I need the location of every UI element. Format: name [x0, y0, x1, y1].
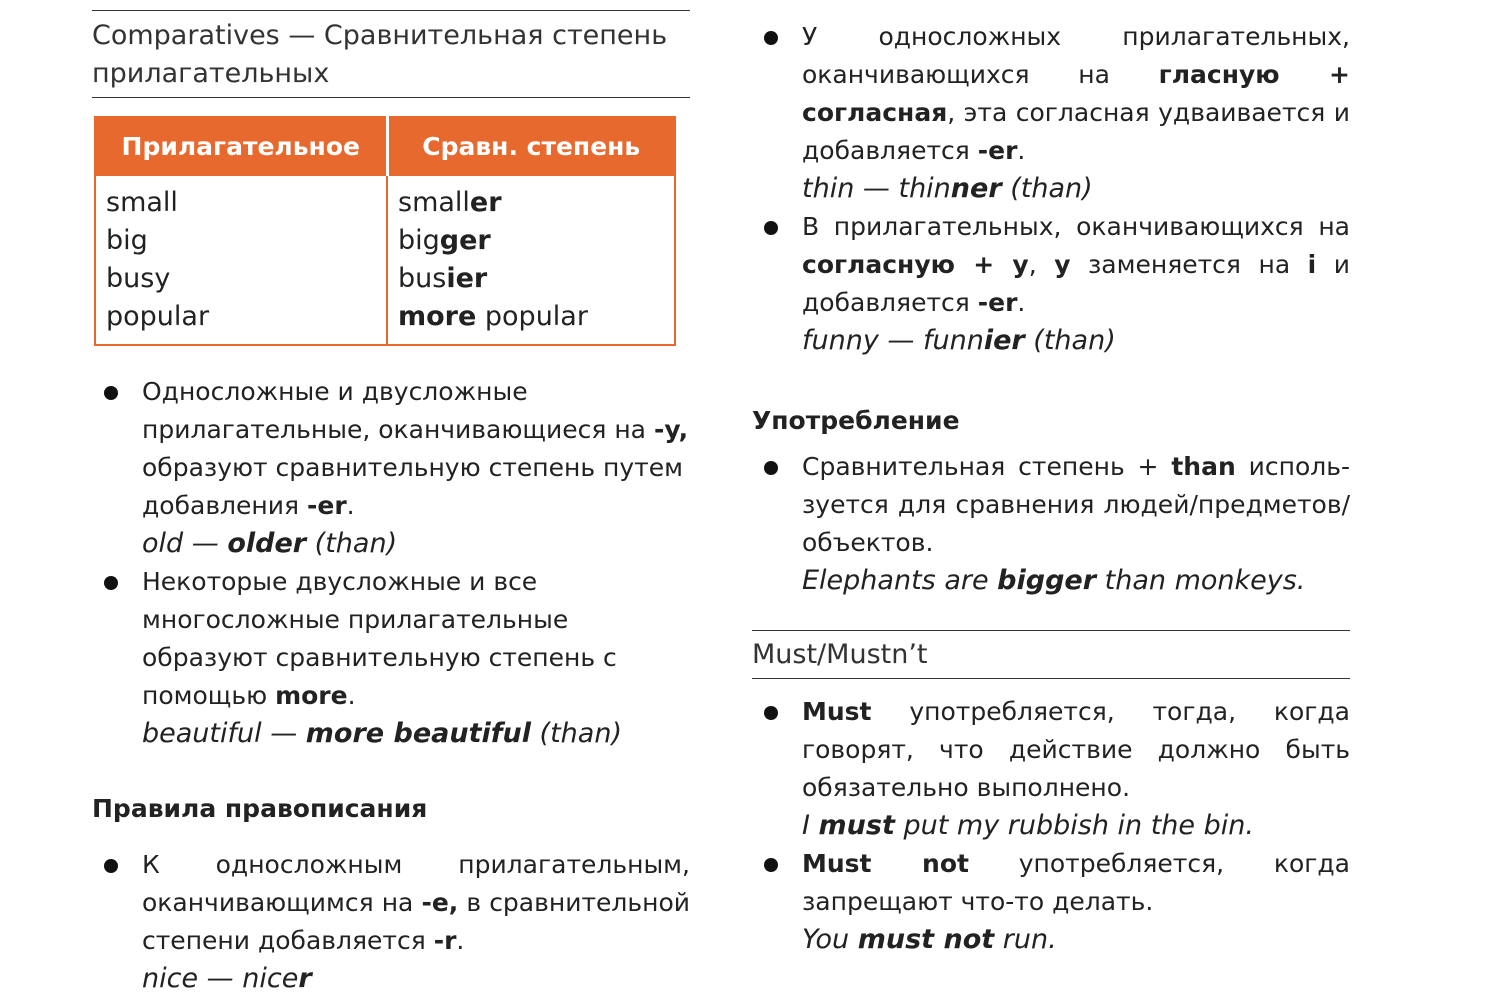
header-comparative: Сравн. степень — [387, 117, 675, 175]
list-item — [752, 693, 1350, 845]
list-item — [752, 208, 1350, 360]
bullet-icon — [764, 706, 778, 720]
adjective-item: popular — [106, 301, 210, 332]
bullet-icon — [104, 386, 118, 400]
bullet-icon — [104, 859, 118, 873]
adjective-item: big — [106, 225, 148, 256]
comparative-item: busier — [398, 263, 488, 294]
rule-text: В прилагательных, оканчивающихся на согласную + y, y заменяется на i и добавляется -er. — [802, 212, 1350, 317]
rule-text: Must употребляется, тогда, когда говорят, что действие должно быть обязательно выполнено. — [802, 697, 1350, 802]
rule-text: Must not употребляется, когда запрещают что-то делать. — [802, 849, 1351, 916]
adjective-cell — [95, 175, 387, 345]
example-text: You must not run. — [802, 924, 1057, 955]
rule-text: Односложные и двусложные прилагательные, оканчивающиеся на -y, образуют сравнительную степень путем добавления -er. — [142, 377, 689, 520]
example-text: old — older (than) — [142, 528, 398, 559]
bullet-icon — [104, 576, 118, 590]
comparatives-rules — [92, 373, 690, 753]
comparatives-title: Comparatives — Сравнительная степень прилагательных — [92, 10, 690, 98]
bullet-icon — [764, 221, 778, 235]
left-column — [92, 0, 690, 998]
adjective-item: small — [106, 187, 178, 218]
example-text: I must put my rubbish in the bin. — [802, 810, 1254, 841]
comparative-cell — [387, 175, 675, 345]
rule-text: Сравнительная степень + than используется для сравнения людей/предметов/объектов. — [802, 452, 1350, 557]
list-item — [92, 563, 690, 753]
example-text: beautiful — more beautiful (than) — [142, 718, 622, 749]
spelling-rules-left — [92, 846, 690, 998]
usage-title: Употребление — [752, 406, 960, 435]
list-item — [752, 18, 1350, 208]
list-item — [752, 845, 1350, 959]
example-text: nice — nicer — [142, 963, 312, 994]
comparative-item: bigger — [398, 225, 491, 256]
comparatives-table — [94, 116, 676, 346]
spelling-rules-right — [752, 18, 1350, 360]
bullet-icon — [764, 461, 778, 475]
example-text: funny — funnier (than) — [802, 325, 1116, 356]
rule-text: Некоторые двусложные и все многосложные прилагательные образуют сравнительную степень с помощью more. — [142, 567, 617, 710]
example-text: Elephants are bigger than monkeys. — [802, 565, 1306, 596]
bullet-icon — [764, 31, 778, 45]
spelling-title: Правила правописания — [92, 794, 428, 823]
right-column — [752, 0, 1350, 959]
usage-rules — [752, 448, 1350, 600]
example-text: thin — thinner (than) — [802, 173, 1093, 204]
bullet-icon — [764, 858, 778, 872]
rule-text: У односложных прилагательных, оканчивающихся на гласную + согласная, эта согласная удваивается и добавляется -er. — [802, 22, 1350, 165]
comparative-item: more popular — [398, 301, 588, 332]
list-item — [92, 373, 690, 563]
rule-text: К односложным прилагательным, оканчивающимся на -e, в сравнительной степени добавляется -r. — [142, 850, 690, 955]
list-item — [92, 846, 690, 998]
table-body-row — [95, 175, 675, 345]
must-title: Must/Mustn’t — [752, 630, 1350, 679]
header-adjective: Прилагательное — [95, 117, 387, 175]
list-item — [752, 448, 1350, 600]
must-rules — [752, 693, 1350, 959]
comparative-item: smaller — [398, 187, 502, 218]
table-header-row — [95, 117, 675, 175]
adjective-item: busy — [106, 263, 171, 294]
